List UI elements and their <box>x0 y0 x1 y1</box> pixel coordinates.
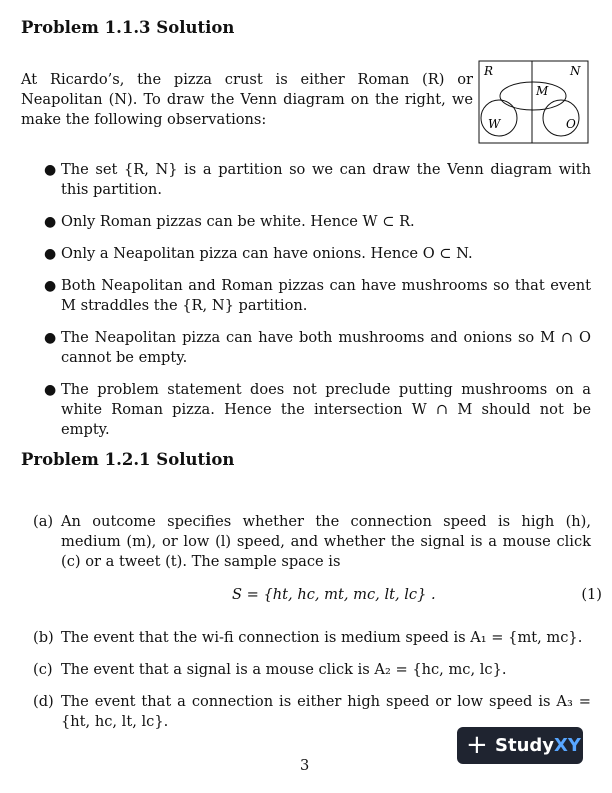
venn-label-n: N <box>570 64 581 78</box>
intro-paragraph: At Ricardo’s, the pizza crust is either Roman (R) or Neapolitan (N). To draw the Venn diagram on the right, we make the following observations: <box>21 71 473 128</box>
list-item: ● Both Neapolitan and Roman pizzas can have mushrooms so that event M straddles the {R, N} partition. <box>44 277 591 314</box>
brand-logo: StudyXY <box>495 735 581 756</box>
plus-icon: + <box>466 730 488 760</box>
section-title-problem-1-2-1: Problem 1.2.1 Solution <box>21 450 235 469</box>
observation-list <box>44 160 591 440</box>
list-item: ● The problem statement does not preclude putting mushrooms on a white Roman pizza. Hence the intersection W ∩ M should not be empty. <box>44 381 591 438</box>
bullet-icon: ● <box>44 214 57 230</box>
page-number: 3 <box>300 757 310 774</box>
item-label: (c) <box>33 661 53 678</box>
item-label: (a) <box>33 513 54 530</box>
item-text: An outcome specifies whether the connection speed is high (h), medium (m), or low (l) speed, and whether the signal is a mouse click (c) or a tweet (t). The sample space is <box>61 513 591 570</box>
venn-set-m <box>500 82 566 110</box>
bullet-icon: ● <box>44 278 57 294</box>
solution-item-b <box>33 628 591 648</box>
item-label: (b) <box>33 629 54 646</box>
list-item: ● Only a Neapolitan pizza can have onions. Hence O ⊂ N. <box>44 245 473 262</box>
bullet-icon: ● <box>44 330 57 346</box>
venn-label-r: R <box>484 64 494 78</box>
solution-item-c <box>33 660 591 680</box>
studyxy-badge[interactable] <box>457 727 583 764</box>
solution-item-a <box>33 512 591 572</box>
venn-diagram <box>478 60 590 146</box>
solution-item-d <box>33 692 591 732</box>
item-text: The event that a signal is a mouse click is A₂ = {hc, mc, lc}. <box>61 661 507 678</box>
list-item: ● The set {R, N} is a partition so we can draw the Venn diagram with this partition. <box>44 161 591 198</box>
venn-label-m: M <box>536 84 549 98</box>
list-item: ● Only Roman pizzas can be white. Hence W ⊂ R. <box>44 213 415 230</box>
equation-number: (1) <box>581 586 602 603</box>
section-title-problem-1-1-3: Problem 1.1.3 Solution <box>21 18 235 37</box>
item-text: The event that a connection is either high speed or low speed is A₃ = {ht, hc, lt, lc}. <box>61 693 591 730</box>
list-item: ● The Neapolitan pizza can have both mushrooms and onions so M ∩ O cannot be empty. <box>44 329 591 366</box>
venn-label-o: O <box>566 117 576 131</box>
sample-space-equation <box>232 585 602 605</box>
bullet-icon: ● <box>44 162 57 178</box>
equation-text: S = {ht, hc, mt, mc, lt, lc} . <box>232 586 436 603</box>
bullet-icon: ● <box>44 246 57 262</box>
venn-label-w: W <box>488 117 501 131</box>
item-label: (d) <box>33 693 54 710</box>
bullet-icon: ● <box>44 382 57 398</box>
item-text: The event that the wi-fi connection is medium speed is A₁ = {mt, mc}. <box>61 629 583 646</box>
